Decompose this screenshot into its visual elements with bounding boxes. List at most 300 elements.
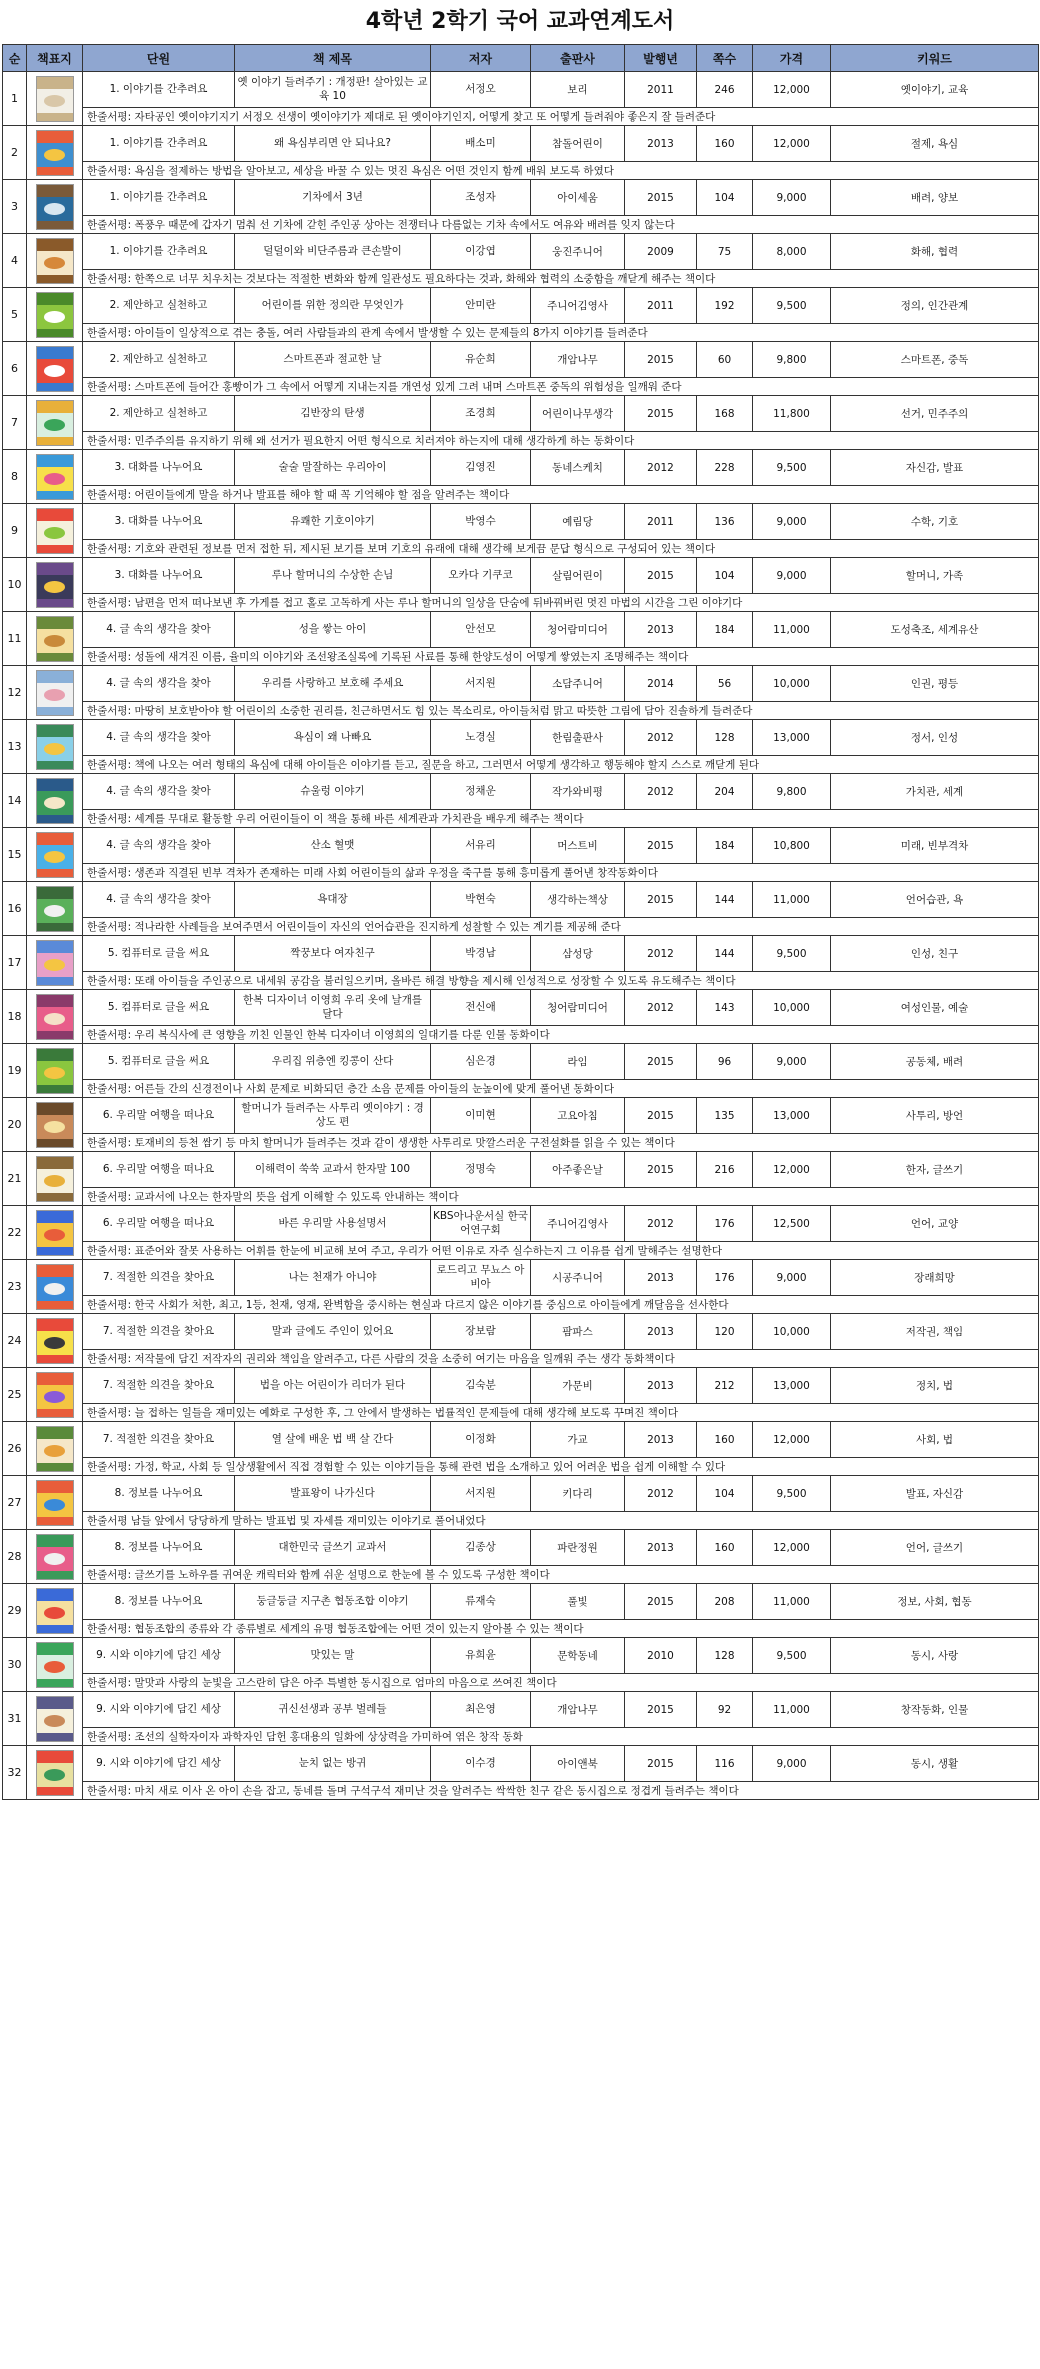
book-cover-cell xyxy=(27,1638,83,1692)
book-cover-image xyxy=(36,1426,74,1472)
book-year: 2015 xyxy=(625,1692,697,1728)
book-price: 12,000 xyxy=(753,1422,831,1458)
book-pages: 184 xyxy=(697,828,753,864)
table-review-row xyxy=(3,270,1039,288)
cover-base xyxy=(37,977,73,985)
book-cover-image xyxy=(36,994,74,1040)
book-publisher: 주니어김영사 xyxy=(531,1206,625,1242)
table-review-row xyxy=(3,756,1039,774)
book-review: 한줄서평: 늘 접하는 일들을 재미있는 예화로 구성한 후, 그 안에서 발생하는 법률적인 문제들에 대해 생각해 보도록 꾸며진 책이다 xyxy=(83,1404,1039,1422)
cover-band xyxy=(37,1643,73,1655)
book-review: 한줄서평: 교과서에 나오는 한자말의 뜻을 쉽게 이해할 수 있도록 안내하는 책이다 xyxy=(83,1188,1039,1206)
book-cover-cell xyxy=(27,1368,83,1422)
cover-figure xyxy=(44,419,66,431)
book-pages: 176 xyxy=(697,1206,753,1242)
book-keywords: 발표, 자신감 xyxy=(831,1476,1039,1512)
book-title: 성을 쌓는 아이 xyxy=(235,612,431,648)
cover-figure xyxy=(44,1607,66,1619)
row-number: 17 xyxy=(3,936,27,990)
book-unit: 4. 글 속의 생각을 찾아 xyxy=(83,720,235,756)
cover-base xyxy=(37,545,73,553)
table-row xyxy=(3,828,1039,864)
book-author: 정명숙 xyxy=(431,1152,531,1188)
book-price: 9,000 xyxy=(753,1746,831,1782)
book-pages: 208 xyxy=(697,1584,753,1620)
cover-band xyxy=(37,401,73,413)
cover-base xyxy=(37,707,73,715)
book-review: 한줄서평: 자타공인 옛이야기지기 서정오 선생이 옛이야기가 제대로 된 옛이야기인지, 어떻게 찾고 또 어떻게 들려줘야 좋은지 잘 들려준다 xyxy=(83,108,1039,126)
table-row xyxy=(3,612,1039,648)
book-title: 우리집 위층엔 킹콩이 산다 xyxy=(235,1044,431,1080)
row-number: 22 xyxy=(3,1206,27,1260)
header-pages: 쪽수 xyxy=(697,45,753,72)
table-review-row xyxy=(3,918,1039,936)
table-review-row xyxy=(3,1296,1039,1314)
cover-band xyxy=(37,1157,73,1169)
book-cover-cell xyxy=(27,666,83,720)
book-year: 2012 xyxy=(625,990,697,1026)
book-cover-cell xyxy=(27,504,83,558)
book-review: 한줄서평: 마땅히 보호받아야 할 어린이의 소중한 권리를, 친근하면서도 힘 있는 목소리로, 아이들처럼 맑고 따뜻한 그림에 담아 진솔하게 들려준다 xyxy=(83,702,1039,720)
book-publisher: 청어람미디어 xyxy=(531,612,625,648)
cover-band xyxy=(37,239,73,251)
book-title: 맛있는 말 xyxy=(235,1638,431,1674)
book-publisher: 가문비 xyxy=(531,1368,625,1404)
book-year: 2011 xyxy=(625,288,697,324)
book-publisher: 파란정원 xyxy=(531,1530,625,1566)
book-cover-cell xyxy=(27,72,83,126)
table-row xyxy=(3,558,1039,594)
book-year: 2013 xyxy=(625,1314,697,1350)
row-number: 10 xyxy=(3,558,27,612)
book-keywords: 동시, 생활 xyxy=(831,1746,1039,1782)
book-cover-image xyxy=(36,292,74,338)
book-keywords: 사회, 법 xyxy=(831,1422,1039,1458)
book-keywords: 화해, 협력 xyxy=(831,234,1039,270)
book-author: 전신애 xyxy=(431,990,531,1026)
book-price: 11,000 xyxy=(753,882,831,918)
table-review-row xyxy=(3,972,1039,990)
cover-figure xyxy=(44,473,66,485)
book-price: 13,000 xyxy=(753,1098,831,1134)
book-keywords: 여성인물, 예술 xyxy=(831,990,1039,1026)
cover-band xyxy=(37,1373,73,1385)
cover-figure xyxy=(44,797,66,809)
book-cover-image xyxy=(36,1372,74,1418)
cover-base xyxy=(37,923,73,931)
cover-figure xyxy=(44,1283,66,1295)
cover-band xyxy=(37,455,73,467)
row-number: 1 xyxy=(3,72,27,126)
cover-figure xyxy=(44,689,66,701)
cover-figure xyxy=(44,149,66,161)
book-review: 한줄서평: 책에 나오는 여러 형태의 욕심에 대해 아이들은 이야기를 듣고, 질문을 하고, 그러면서 어떻게 생각하고 행동해야 할지 스스로 깨닫게 된다 xyxy=(83,756,1039,774)
table-row xyxy=(3,1260,1039,1296)
book-year: 2015 xyxy=(625,828,697,864)
book-review: 한줄서평: 또래 아이들을 주인공으로 내세워 공감을 불러일으키며, 올바른 해결 방향을 제시해 인성적으로 성장할 수 있도록 유도해주는 책이다 xyxy=(83,972,1039,990)
cover-band xyxy=(37,185,73,197)
book-cover-cell xyxy=(27,1584,83,1638)
table-row xyxy=(3,1422,1039,1458)
book-author: 이수경 xyxy=(431,1746,531,1782)
cover-base xyxy=(37,599,73,607)
book-title: 바른 우리말 사용설명서 xyxy=(235,1206,431,1242)
book-cover-cell xyxy=(27,234,83,288)
book-title: 눈치 없는 방귀 xyxy=(235,1746,431,1782)
book-cover-image xyxy=(36,1102,74,1148)
row-number: 12 xyxy=(3,666,27,720)
cover-figure xyxy=(44,581,66,593)
book-cover-image xyxy=(36,778,74,824)
book-pages: 104 xyxy=(697,180,753,216)
book-year: 2009 xyxy=(625,234,697,270)
row-number: 4 xyxy=(3,234,27,288)
book-author: 박경남 xyxy=(431,936,531,972)
book-title: 욕대장 xyxy=(235,882,431,918)
book-cover-cell xyxy=(27,126,83,180)
book-price: 12,000 xyxy=(753,126,831,162)
book-year: 2012 xyxy=(625,1206,697,1242)
book-publisher: 개암나무 xyxy=(531,342,625,378)
book-unit: 9. 시와 이야기에 담긴 세상 xyxy=(83,1746,235,1782)
table-review-row xyxy=(3,1404,1039,1422)
book-cover-image xyxy=(36,940,74,986)
book-pages: 135 xyxy=(697,1098,753,1134)
book-author: 심은경 xyxy=(431,1044,531,1080)
book-pages: 92 xyxy=(697,1692,753,1728)
book-review: 한줄서평: 말맛과 사랑의 눈빛을 고스란히 담은 아주 특별한 동시집으로 엄마의 마음으로 쓰여진 책이다 xyxy=(83,1674,1039,1692)
book-publisher: 아이앤북 xyxy=(531,1746,625,1782)
table-review-row xyxy=(3,1674,1039,1692)
cover-band xyxy=(37,347,73,359)
book-year: 2015 xyxy=(625,558,697,594)
book-review: 한줄서평: 한국 사회가 처한, 최고, 1등, 천재, 영재, 완벽함을 중시하는 현실과 다르지 않은 이야기를 중심으로 아이들에게 깨달음을 선사한다 xyxy=(83,1296,1039,1314)
book-pages: 104 xyxy=(697,1476,753,1512)
cover-base xyxy=(37,1787,73,1795)
book-price: 11,000 xyxy=(753,1692,831,1728)
book-unit: 6. 우리말 여행을 떠나요 xyxy=(83,1152,235,1188)
cover-base xyxy=(37,437,73,445)
cover-figure xyxy=(44,365,66,377)
cover-base xyxy=(37,869,73,877)
book-year: 2015 xyxy=(625,180,697,216)
book-publisher: 생각하는책상 xyxy=(531,882,625,918)
table-row xyxy=(3,774,1039,810)
book-cover-image xyxy=(36,1534,74,1580)
book-keywords: 한자, 글쓰기 xyxy=(831,1152,1039,1188)
table-review-row xyxy=(3,216,1039,234)
book-cover-cell xyxy=(27,180,83,234)
table-review-row xyxy=(3,486,1039,504)
book-pages: 192 xyxy=(697,288,753,324)
row-number: 31 xyxy=(3,1692,27,1746)
book-cover-image xyxy=(36,886,74,932)
cover-base xyxy=(37,329,73,337)
book-author: 정채운 xyxy=(431,774,531,810)
table-row xyxy=(3,1098,1039,1134)
cover-base xyxy=(37,491,73,499)
row-number: 27 xyxy=(3,1476,27,1530)
cover-base xyxy=(37,653,73,661)
book-price: 11,800 xyxy=(753,396,831,432)
book-price: 13,000 xyxy=(753,720,831,756)
book-review: 한줄서평: 저작물에 담긴 저작자의 권리와 책임을 알려주고, 다른 사람의 것을 소중히 여기는 마음을 일깨워 주는 생각 동화책이다 xyxy=(83,1350,1039,1368)
header-author: 저자 xyxy=(431,45,531,72)
book-title: 스마트폰과 절교한 날 xyxy=(235,342,431,378)
book-unit: 2. 제안하고 실천하고 xyxy=(83,342,235,378)
book-pages: 60 xyxy=(697,342,753,378)
book-publisher: 키다리 xyxy=(531,1476,625,1512)
cover-band xyxy=(37,1481,73,1493)
table-row xyxy=(3,1368,1039,1404)
book-year: 2013 xyxy=(625,126,697,162)
book-keywords: 절제, 욕심 xyxy=(831,126,1039,162)
book-publisher: 웅진주니어 xyxy=(531,234,625,270)
book-cover-image xyxy=(36,1048,74,1094)
book-author: 이미현 xyxy=(431,1098,531,1134)
row-number: 23 xyxy=(3,1260,27,1314)
cover-base xyxy=(37,815,73,823)
table-row xyxy=(3,1692,1039,1728)
book-unit: 1. 이야기를 간추려요 xyxy=(83,234,235,270)
book-author: 안선모 xyxy=(431,612,531,648)
book-pages: 228 xyxy=(697,450,753,486)
book-author: 오카다 기쿠코 xyxy=(431,558,531,594)
book-cover-image xyxy=(36,1156,74,1202)
book-unit: 5. 컴퓨터로 글을 써요 xyxy=(83,990,235,1026)
book-title: 열 살에 배운 법 백 살 간다 xyxy=(235,1422,431,1458)
book-year: 2015 xyxy=(625,1044,697,1080)
book-cover-image xyxy=(36,1210,74,1256)
book-keywords: 공동체, 배려 xyxy=(831,1044,1039,1080)
row-number: 8 xyxy=(3,450,27,504)
book-author: 서지원 xyxy=(431,666,531,702)
row-number: 5 xyxy=(3,288,27,342)
book-pages: 216 xyxy=(697,1152,753,1188)
table-review-row xyxy=(3,432,1039,450)
book-cover-cell xyxy=(27,450,83,504)
book-review: 한줄서평: 어른들 간의 신경전이나 사회 문제로 비화되던 층간 소음 문제를 아이들의 눈높이에 맞게 풀어낸 동화이다 xyxy=(83,1080,1039,1098)
book-title: 산소 혈맷 xyxy=(235,828,431,864)
cover-base xyxy=(37,383,73,391)
book-price: 9,500 xyxy=(753,1638,831,1674)
book-cover-cell xyxy=(27,1206,83,1260)
book-unit: 5. 컴퓨터로 글을 써요 xyxy=(83,1044,235,1080)
book-price: 10,000 xyxy=(753,666,831,702)
table-review-row xyxy=(3,1080,1039,1098)
book-price: 12,000 xyxy=(753,72,831,108)
book-review: 한줄서평: 생존과 직결된 빈부 격차가 존재하는 미래 사회 어린이들의 삶과 우정을 죽구를 통해 흥미롭게 풀어낸 창작동화이다 xyxy=(83,864,1039,882)
row-number: 30 xyxy=(3,1638,27,1692)
book-keywords: 미래, 빈부격차 xyxy=(831,828,1039,864)
book-unit: 2. 제안하고 실천하고 xyxy=(83,288,235,324)
book-author: 장보람 xyxy=(431,1314,531,1350)
book-year: 2013 xyxy=(625,1422,697,1458)
book-review: 한줄서평: 글쓰기를 노하우를 귀여운 캐릭터와 함께 쉬운 설명으로 한눈에 볼 수 있도록 구성한 책이다 xyxy=(83,1566,1039,1584)
book-publisher: 팜파스 xyxy=(531,1314,625,1350)
book-cover-cell xyxy=(27,936,83,990)
book-author: 이강엽 xyxy=(431,234,531,270)
book-cover-cell xyxy=(27,1692,83,1746)
book-title: 슈울렁 이야기 xyxy=(235,774,431,810)
cover-base xyxy=(37,1355,73,1363)
book-author: 유순희 xyxy=(431,342,531,378)
page-title: 4학년 2학기 국어 교과연계도서 xyxy=(365,9,675,34)
table-review-row xyxy=(3,810,1039,828)
table-review-row xyxy=(3,1188,1039,1206)
book-publisher: 보리 xyxy=(531,72,625,108)
book-keywords: 정의, 인간관계 xyxy=(831,288,1039,324)
book-price: 9,800 xyxy=(753,774,831,810)
book-cover-image xyxy=(36,724,74,770)
cover-base xyxy=(37,1625,73,1633)
cover-figure xyxy=(44,635,66,647)
book-cover-cell xyxy=(27,1152,83,1206)
cover-band xyxy=(37,941,73,953)
book-unit: 9. 시와 이야기에 담긴 세상 xyxy=(83,1692,235,1728)
row-number: 3 xyxy=(3,180,27,234)
book-keywords: 동시, 사랑 xyxy=(831,1638,1039,1674)
table-review-row xyxy=(3,108,1039,126)
book-cover-image xyxy=(36,616,74,662)
book-price: 9,000 xyxy=(753,180,831,216)
cover-band xyxy=(37,725,73,737)
book-cover-image xyxy=(36,508,74,554)
book-price: 9,000 xyxy=(753,504,831,540)
book-pages: 56 xyxy=(697,666,753,702)
book-cover-image xyxy=(36,400,74,446)
book-cover-cell xyxy=(27,1314,83,1368)
cover-band xyxy=(37,1751,73,1763)
book-review: 한줄서평: 표준어와 잘못 사용하는 어휘를 한눈에 비교해 보여 주고, 우리가 어떤 이유로 자주 실수하는지 그 이유를 쉽게 말해주는 설명한다 xyxy=(83,1242,1039,1260)
table-row xyxy=(3,1746,1039,1782)
book-title: 말과 글에도 주인이 있어요 xyxy=(235,1314,431,1350)
cover-figure xyxy=(44,1769,66,1781)
book-publisher: 아이세움 xyxy=(531,180,625,216)
book-year: 2015 xyxy=(625,1098,697,1134)
book-keywords: 정치, 법 xyxy=(831,1368,1039,1404)
table-row xyxy=(3,1476,1039,1512)
book-author: 서유리 xyxy=(431,828,531,864)
table-review-row xyxy=(3,864,1039,882)
book-author: 이정화 xyxy=(431,1422,531,1458)
book-pages: 176 xyxy=(697,1260,753,1296)
book-title: 욕심이 왜 나빠요 xyxy=(235,720,431,756)
table-review-row xyxy=(3,1728,1039,1746)
cover-base xyxy=(37,761,73,769)
book-review: 한줄서평: 욕심을 절제하는 방법을 알아보고, 세상을 바꿀 수 있는 멋진 욕심은 어떤 것인지 함께 배워 보도록 하였다 xyxy=(83,162,1039,180)
header-no: 순 xyxy=(3,45,27,72)
book-pages: 160 xyxy=(697,126,753,162)
book-keywords: 정서, 인성 xyxy=(831,720,1039,756)
cover-figure xyxy=(44,1661,66,1673)
book-cover-cell xyxy=(27,342,83,396)
book-unit: 2. 제안하고 실천하고 xyxy=(83,396,235,432)
book-price: 10,800 xyxy=(753,828,831,864)
book-table xyxy=(2,44,1039,1800)
book-cover-cell xyxy=(27,882,83,936)
book-publisher: 라임 xyxy=(531,1044,625,1080)
book-cover-cell xyxy=(27,1422,83,1476)
row-number: 32 xyxy=(3,1746,27,1800)
book-pages: 120 xyxy=(697,1314,753,1350)
book-pages: 136 xyxy=(697,504,753,540)
book-keywords: 인성, 친구 xyxy=(831,936,1039,972)
book-year: 2012 xyxy=(625,1476,697,1512)
book-cover-image xyxy=(36,1696,74,1742)
book-year: 2010 xyxy=(625,1638,697,1674)
table-review-row xyxy=(3,1512,1039,1530)
cover-figure xyxy=(44,1337,66,1349)
book-review: 한줄서평: 남편을 먼저 떠나보낸 후 가게를 접고 홀로 고독하게 사는 루나 할머니의 일상을 단숨에 뒤바꿔버린 멋진 마법의 시간을 그린 이야기다 xyxy=(83,594,1039,612)
cover-figure xyxy=(44,1499,66,1511)
book-publisher: 고요아침 xyxy=(531,1098,625,1134)
book-price: 9,500 xyxy=(753,936,831,972)
cover-figure xyxy=(44,1445,66,1457)
table-review-row xyxy=(3,648,1039,666)
cover-base xyxy=(37,1085,73,1093)
book-publisher: 시공주니어 xyxy=(531,1260,625,1296)
cover-band xyxy=(37,1103,73,1115)
book-unit: 4. 글 속의 생각을 찾아 xyxy=(83,774,235,810)
book-cover-cell xyxy=(27,990,83,1044)
book-title: 이해력이 쑥쑥 교과서 한자말 100 xyxy=(235,1152,431,1188)
book-review: 한줄서평: 세계를 무대로 활동할 우리 어린이들이 이 책을 통해 바른 세계관과 가치관을 배우게 해주는 책이다 xyxy=(83,810,1039,828)
table-header-row xyxy=(3,45,1039,72)
book-unit: 8. 정보를 나누어요 xyxy=(83,1476,235,1512)
table-review-row xyxy=(3,1620,1039,1638)
book-cover-image xyxy=(36,670,74,716)
table-review-row xyxy=(3,1350,1039,1368)
book-cover-cell xyxy=(27,1098,83,1152)
book-author: 박현숙 xyxy=(431,882,531,918)
book-author: KBS아나운서실 한국어연구회 xyxy=(431,1206,531,1242)
table-review-row xyxy=(3,1458,1039,1476)
cover-band xyxy=(37,1535,73,1547)
cover-figure xyxy=(44,1067,66,1079)
book-title: 귀신선생과 공부 벌레들 xyxy=(235,1692,431,1728)
book-author: 조성자 xyxy=(431,180,531,216)
book-keywords: 사투리, 방언 xyxy=(831,1098,1039,1134)
book-review: 한줄서평: 적나라한 사례들을 보여주면서 어린이들이 자신의 언어습관을 진지하게 성찰할 수 있는 계기를 제공해 준다 xyxy=(83,918,1039,936)
book-keywords: 장래희망 xyxy=(831,1260,1039,1296)
book-year: 2011 xyxy=(625,72,697,108)
book-unit: 8. 정보를 나누어요 xyxy=(83,1584,235,1620)
book-author: 최은영 xyxy=(431,1692,531,1728)
table-row xyxy=(3,990,1039,1026)
table-row xyxy=(3,1584,1039,1620)
book-author: 배소미 xyxy=(431,126,531,162)
book-author: 서지원 xyxy=(431,1476,531,1512)
row-number: 25 xyxy=(3,1368,27,1422)
book-pages: 160 xyxy=(697,1530,753,1566)
book-price: 9,800 xyxy=(753,342,831,378)
cover-base xyxy=(37,1463,73,1471)
book-unit: 4. 글 속의 생각을 찾아 xyxy=(83,882,235,918)
book-publisher: 삼성당 xyxy=(531,936,625,972)
table-row xyxy=(3,936,1039,972)
book-cover-image xyxy=(36,1318,74,1364)
book-price: 9,000 xyxy=(753,1260,831,1296)
book-review: 한줄서평 남들 앞에서 당당하게 말하는 발표법 및 자세를 재미있는 이야기로 풀어내었다 xyxy=(83,1512,1039,1530)
book-unit: 9. 시와 이야기에 담긴 세상 xyxy=(83,1638,235,1674)
book-cover-image xyxy=(36,1642,74,1688)
header-year: 발행년 xyxy=(625,45,697,72)
book-publisher: 한림출판사 xyxy=(531,720,625,756)
cover-figure xyxy=(44,257,66,269)
book-author: 유희윤 xyxy=(431,1638,531,1674)
book-cover-image xyxy=(36,238,74,284)
